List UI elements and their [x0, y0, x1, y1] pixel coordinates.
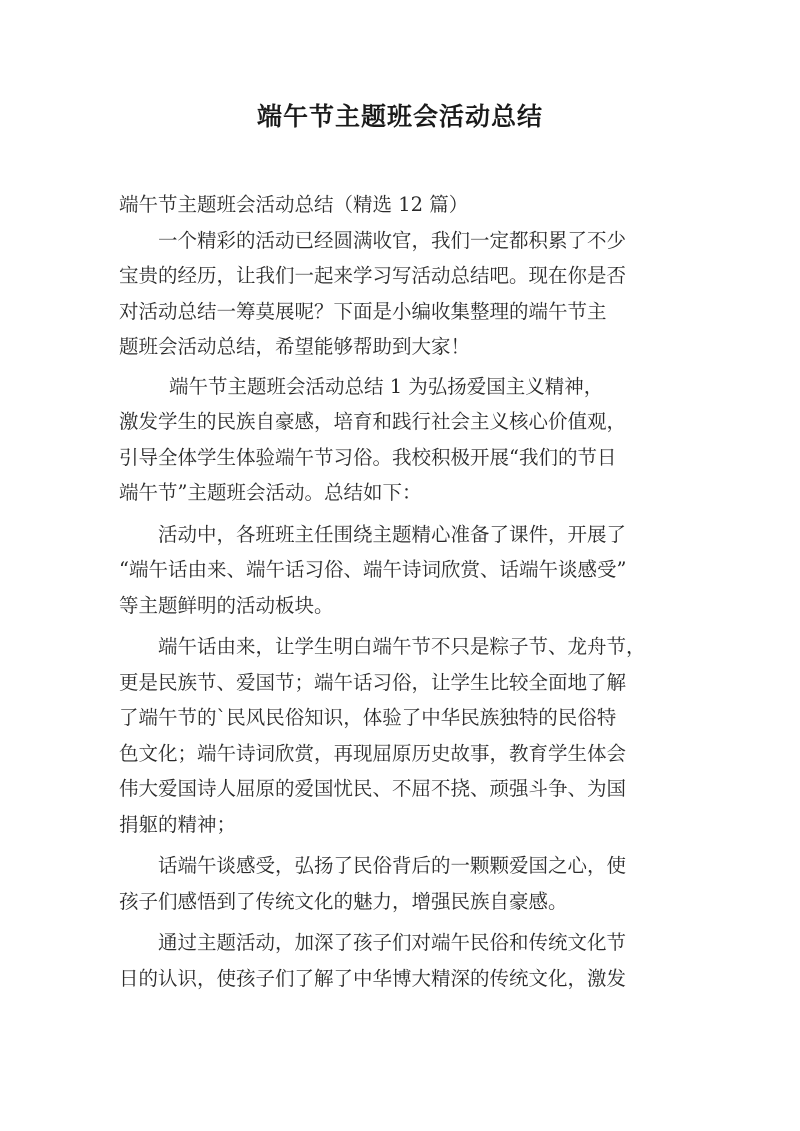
paragraph-line: 伟大爱国诗人屈原的爱国忧民、不屈不挠、顽强斗争、为国	[119, 777, 627, 800]
paragraph-line: 一个精彩的活动已经圆满收官，我们一定都积累了不少	[158, 228, 627, 252]
paragraph-line: 日的认识，使孩子们了解了中华博大精深的传统文化，激发	[119, 966, 627, 990]
paragraph-activities	[119, 517, 689, 624]
paragraph-line: 捐躯的精神；	[119, 812, 237, 836]
paragraph-line: 题班会活动总结，希望能够帮助到大家！	[119, 335, 471, 358]
paragraph-intro	[119, 223, 689, 365]
paragraph-line: 了端午节的`民风民俗知识，体验了中华民族独特的民俗特	[119, 706, 617, 729]
paragraph-line: “端午话由来、端午话习俗、端午诗词欣赏、话端午谈感受”	[119, 558, 627, 581]
paragraph-feelings	[119, 848, 689, 919]
paragraph-line: 激发学生的民族自豪感，培育和践行社会主义核心价值观，	[119, 410, 627, 433]
paragraph-line: 色文化；端午诗词欣赏，再现屈原历史故事，教育学生体会	[119, 741, 627, 765]
paragraph-line: 端午节”主题班会活动。总结如下：	[119, 481, 422, 504]
paragraph-line: 活动中，各班班主任围绕主题精心准备了课件，开展了	[158, 522, 627, 546]
paragraph-line: 对活动总结一筹莫展呢？下面是小编收集整理的端午节主	[119, 299, 607, 323]
paragraph-line: 通过主题活动，加深了孩子们对端午民俗和传统文化节	[158, 931, 627, 954]
paragraph-line: 孩子们感悟到了传统文化的魅力，增强民族自豪感。	[119, 889, 568, 913]
paragraph-line: 端午话由来，让学生明白端午节不只是粽子节、龙舟节，	[158, 635, 646, 658]
document-body	[119, 187, 689, 996]
paragraph-line: 端午节主题班会活动总结 1 为弘扬爱国主义精神，	[169, 374, 604, 398]
paragraph-conclusion	[119, 925, 689, 996]
document-title: 端午节主题班会活动总结	[256, 102, 543, 131]
paragraph-line: 话端午谈感受，弘扬了民俗背后的一颗颗爱国之心，使	[158, 854, 627, 877]
subtitle-line: 端午节主题班会活动总结（精选 12 篇）	[119, 193, 469, 216]
paragraph-line: 宝贵的经历，让我们一起来学习写活动总结吧。现在你是否	[119, 264, 627, 287]
paragraph-line: 更是民族节、爱国节；端午话习俗，让学生比较全面地了解	[119, 670, 627, 694]
paragraph-line: 等主题鲜明的活动板块。	[119, 593, 334, 617]
paragraph-origin	[119, 629, 689, 842]
paragraph-summary-1	[119, 369, 689, 511]
paragraph-line: 引导全体学生体验端午节习俗。我校积极开展“我们的节日	[119, 445, 617, 469]
